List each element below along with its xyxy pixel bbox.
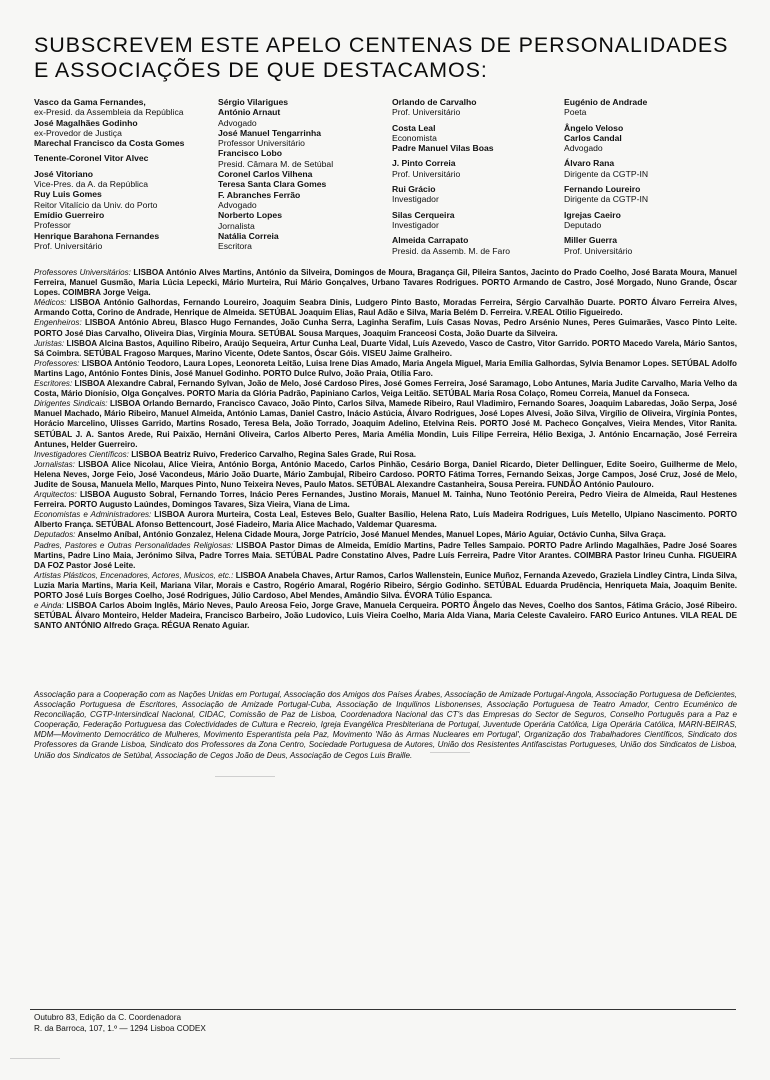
signer-entry (392, 184, 562, 205)
signer-name: Orlando de Carvalho (392, 97, 477, 107)
category-label: e Ainda: (34, 601, 64, 611)
signer-entry (564, 184, 744, 205)
category-people: LISBOA Augusto Sobral, Fernando Torres, Inácio Peres Fernandes, Justino Morais, Manuel M. Tainha, Nuno Teotónio Pereira, Pedro Vieira de Almeida, Raul Hestenes Ferreira. PORTO Augusto Laúndes, Domingos Tavares, Siza Vieira, Viana de Lima. (34, 490, 737, 510)
signer-name: Sérgio Vilarigues (218, 97, 289, 107)
signer-entry (34, 153, 214, 163)
footer-line-1: Outubro 83, Edição da C. Coordenadora (34, 1013, 182, 1022)
signer-entry (218, 97, 388, 107)
signer-role: Investigador (392, 219, 439, 230)
category-paragraph (34, 268, 737, 298)
signer-entry (34, 169, 214, 190)
signer-name: Padre Manuel Vilas Boas (392, 143, 494, 154)
signer-name: Natália Correia (218, 230, 279, 241)
category-people: LISBOA Aurora Murteira, Costa Leal, Esteves Belo, Gualter Basílio, Helena Rato, Luís Madeira Rodrigues, Luís Metello, Ulpiano Nascimento. PORTO Alberto França. SETÚBAL Afonso Bettencourt, José Fiadeiro, Maria Alice Machado, Valdemar Quaresma. (34, 510, 738, 530)
category-label: Deputados: (34, 530, 76, 540)
category-label: Jornalistas: (34, 459, 75, 469)
signer-entry (392, 210, 562, 231)
signer-role: Advogado (218, 199, 257, 210)
signer-entry (564, 235, 744, 256)
signer-name: Norberto Lopes (218, 210, 282, 221)
signer-role: Prof. Universitário (34, 240, 103, 251)
category-label: Professores: (34, 358, 80, 368)
signer-entry (34, 97, 214, 118)
category-paragraph (34, 571, 737, 601)
signer-name: Vasco da Gama Fernandes, (34, 97, 146, 107)
headline-line-1: SUBSCREVEM ESTE APELO CENTENAS DE PERSONALIDADES (34, 33, 729, 57)
category-paragraph (34, 541, 737, 571)
signer-name: Francisco Lobo (218, 148, 282, 159)
signer-name: J. Pinto Correia (392, 158, 456, 169)
category-label: Professores Universitários: (34, 268, 131, 277)
signer-entry (34, 118, 214, 139)
category-label: Médicos: (34, 298, 67, 308)
signer-name: Eugénio de Andrade (564, 97, 648, 107)
signer-role: Advogado (564, 143, 603, 154)
signer-name: Teresa Santa Clara Gomes (218, 179, 327, 190)
signer-entry (564, 97, 744, 118)
signer-role: ex-Presid. da Assembleia da República (34, 107, 184, 118)
category-paragraph (34, 379, 737, 399)
signer-entry (218, 169, 388, 179)
signer-role: Advogado (218, 117, 257, 128)
category-label: Economistas e Administradores: (34, 510, 152, 520)
signer-role: Investigador (392, 194, 439, 205)
category-people: LISBOA António Alves Martins, António da Silveira, Domingos de Moura, Bragança Gil, Pileira Santos, Jacinto do Prado Coelho, José Barata Moura, Manuel Ferreira, Manuel Gusmão, Maria Lúcia Lepecki, Mário Murteira, Rui Mário Gonçalves, Urbano Tavares Rodrigues. PORTO Armando de Castro, José Morgado, Nuno Grande, Óscar Lopes. COIMBRA Jorge Veiga. (34, 268, 737, 298)
signer-role: Prof. Universitário (392, 107, 461, 118)
category-label: Engenheiros: (34, 318, 82, 328)
signer-role: ex-Provedor de Justiça (34, 127, 122, 138)
category-paragraph (34, 450, 737, 460)
category-label: Padres, Pastores e Outras Personalidades Religiosas: (34, 540, 234, 550)
signer-name: F. Abranches Ferrão (218, 189, 301, 200)
signer-role: Economista (392, 132, 437, 143)
category-people: Anselmo Aníbal, António Gonzalez, Helena Cidade Moura, Jorge Patrício, José Manuel Mendes, Manuel Lopes, Mário Aguiar, Octávio Cunha, Silva Graça. (77, 530, 666, 540)
signer-name: Fernando Loureiro (564, 184, 641, 195)
signer-name: Miller Guerra (564, 235, 618, 246)
signer-column-3 (392, 97, 562, 256)
signer-entry (218, 107, 388, 128)
signer-role: Jornalista (218, 220, 255, 231)
signer-entry (564, 158, 744, 179)
signer-name: José Vitoriano (34, 168, 94, 179)
category-people: LISBOA António Galhordas, Fernando Loureiro, Joaquim Seabra Dinis, Ludgero Pinto Basto, Moradas Ferreira, Sérgio Carvalhão Duarte. PORTO Álvaro Ferreira Alves, Armando Cotta, Corino de Andrade, Henrique de Almeida. SETÚBAL Joaquim Elias, Raul Adão e Silva, Maria Belém D. Ferreira. V.REAL Otilio Figueiredo. (34, 298, 738, 318)
headline-line-2: E ASSOCIAÇÕES DE QUE DESTACAMOS: (34, 58, 488, 82)
footer-line-2: R. da Barroca, 107, 1.º — 1294 Lisboa CODEX (34, 1023, 206, 1033)
signer-entry (34, 138, 214, 148)
signer-entry (392, 123, 562, 144)
signer-column-1 (34, 97, 214, 251)
signer-name: Costa Leal (392, 122, 436, 133)
signer-name: Ângelo Veloso (564, 122, 624, 133)
signer-entry (218, 148, 388, 169)
signer-name: Rui Grácio (392, 184, 436, 195)
category-label: Dirigentes Sindicais: (34, 399, 108, 409)
signer-entry (392, 158, 562, 179)
signer-name: Ruy Luis Gomes (34, 189, 102, 200)
signer-role: Escritora (218, 241, 252, 252)
category-paragraph (34, 298, 737, 318)
signer-entry (564, 123, 744, 133)
associations-paragraph: Associação para a Cooperação com as Nações Unidas em Portugal, Associação dos Amigos dos Países Árabes, Associação de Amizade Portugal-Angola, Associação Portuguesa de Deficientes, Associação Portuguesa de Escritores, Associação de Amizade Portugal-Cuba, Associação de Inquilinos Lisbonenses, Associação Portuguesa de Teatro Amador, Centro Ecuménico de Reconciliação, CGTP-Intersindical Nacional, CIDAC, Comissão de Paz de Lisboa, Coordenadora Nacional das CT's das Empresas do Sector de Seguros, Conselho Português para a Paz e Cooperação, Federação Portuguesa das Colectividades de Cultura e Recreio, Igreja Evangélica Presbiteriana de Portugal, Juventude Operária Católica, Liga Operária Católica, MARN-BEIRAS, MDM—Movimento Democrático de Mulheres, Movimento Esperantista pela Paz, Movimento 'Não às Armas Nucleares em Portugal', Organização dos Trabalhadores Científicos, Sindicato dos Professores da Grande Lisboa, Sindicato dos Professores da Zona Centro, Sociedade Portuguesa de Autores, União dos Resistentes Antifascistas Portugueses, União dos Sindicatos de Lisboa, União dos Sindicatos de Setúbal, Associação de Cegos João de Deus, Associação de Cegos Luis Braille. (34, 690, 737, 760)
signer-entry (218, 128, 388, 149)
signer-entry (34, 210, 214, 231)
scan-artifact (10, 1058, 60, 1059)
signer-role: Presid. Câmara M. de Setúbal (218, 158, 334, 169)
signer-name: Silas Cerqueira (392, 209, 455, 220)
signer-entry (218, 210, 388, 231)
category-people: LISBOA Carlos Aboim Inglês, Mário Neves, Paulo Areosa Feio, Jorge Grave, Manuela Cerqueira. PORTO Ângelo das Neves, Coelho dos Santos, Fátima Grácio, José Ribeiro. SETÚBAL Álvaro Monteiro, Helder Madeira, Francisco Barbeiro, João Ludovico, Luis Vieira Coelho, Maria Alda Viana, Maria Celeste Cavaleiro. FARO Eurico Antunes. VILA REAL DE SANTO ANTÓNIO Alfredo Graça. RÉGUA Renato Aguiar. (34, 601, 737, 631)
category-paragraph (34, 530, 737, 540)
category-label: Escritores: (34, 379, 73, 389)
category-paragraph (34, 359, 737, 379)
signer-role: Professor (34, 220, 71, 231)
signer-name: Igrejas Caeiro (564, 209, 621, 220)
signer-name: Carlos Candal (564, 132, 622, 143)
category-paragraph (34, 339, 737, 359)
signer-entry (34, 231, 214, 252)
category-people: LISBOA António Teodoro, Laura Lopes, Leonoreta Leitão, Luisa Irene Dias Amado, Maria Angela Miguel, Maria Emília Galhordas, Sylvia Benamor Lopes. SETÚBAL Adolfo Martins Lago, António Fontes Dinis, José Manuel Godinho. PORTO Dulce Rulvo, João Praia, Otília Faro. (34, 358, 737, 378)
signer-role: Dirigente da CGTP-IN (564, 194, 649, 205)
signer-name: Marechal Francisco da Costa Gomes (34, 138, 185, 149)
signer-entry (218, 231, 388, 252)
signer-entry (218, 179, 388, 189)
scan-artifact (215, 776, 275, 777)
signer-column-4 (564, 97, 744, 256)
signer-entry (34, 189, 214, 210)
category-label: Investigadores Científicos: (34, 449, 129, 459)
signer-role: Prof. Universitário (564, 245, 633, 256)
signer-column-2 (218, 97, 388, 251)
signer-role: Vice-Pres. da A. da República (34, 179, 149, 190)
signer-lists-by-category (34, 268, 737, 631)
category-people: LISBOA Alcina Bastos, Aquilino Ribeiro, Araújo Sequeira, Artur Cunha Leal, Duarte Vidal, Luís Azevedo, Vasco de Castro, Vitor Garrido. PORTO Macedo Varela, Mário Santos, Sá Coimbra. SETÚBAL Fragoso Marques, Marino Vicente, Odete Santos, Óscar Góis. VISEU Jaime Gralheiro. (34, 338, 738, 358)
category-people: LISBOA Alexandre Cabral, Fernando Sylvan, João de Melo, José Cardoso Pires, José Gomes Ferreira, José Saramago, Lobo Antunes, Maria Judite Carvalho, Maria Velho da Costa, Mário Dionísio, Olga Gonçalves. PORTO Maria da Glória Padrão, Papiniano Carlos, Veiga Leitão. SETÚBAL Maria Rosa Colaço, Romeu Correia, Manuel da Fonseca. (34, 379, 738, 399)
category-paragraph (34, 490, 737, 510)
category-people: LISBOA Orlando Bernardo, Francisco Cavaco, João Pinto, Carlos Silva, Mamede Ribeiro, Raul Vladimiro, Fernando Soares, Joaquim Labaredas, João Serpa, José Manuel Machado, Mário Ribeiro, Manuel Almeida, António Lamas, Daniel Castro, Inácio Astúcia, Álvaro Rodrigues, José Lopes Alvesi, João Silva, Virgílio de Oliveira, Virgínia Pontes, Horácio Marcelino, Ulisses Garrido, Martins Rosado, Teresa Bela, João Torrado, Joaquim Adelino, Etelvina Reis. PORTO José M. Pacheco Gonçalves, Vieira Mendes, Vitor Ranita. SETÚBAL J. A. Santos Arede, Rui Paixão, Hernâni Oliveira, Carlos Alberto Peres, Maria Amélia Mondin, Luis Filipe Ferreira, Hélio Bexiga, J. António Encarnação, José Ferreira Antunes, Helder Guerreiro. (34, 399, 738, 449)
signer-role: Deputado (564, 219, 602, 230)
signer-name: Coronel Carlos Vilhena (218, 169, 313, 180)
signer-entry (564, 210, 744, 231)
category-paragraph (34, 318, 737, 338)
signer-role: Reitor Vitalício da Univ. do Porto (34, 199, 158, 210)
signer-role: Presid. da Assemb. M. de Faro (392, 245, 510, 256)
signer-role: Dirigente da CGTP-IN (564, 168, 649, 179)
signer-entry (392, 235, 562, 256)
signer-name: António Arnaut (218, 107, 281, 118)
featured-signers (34, 97, 744, 263)
category-paragraph (34, 601, 737, 631)
category-paragraph (34, 399, 737, 449)
category-people: LISBOA António Abreu, Blasco Hugo Fernandes, João Cunha Serra, Laginha Serafim, Luís Casas Novas, Pedro Arsénio Nunes, Peres Guimarães, Vasco Pinto Leite. PORTO José Dias Carvalho, Oliveira Dias, Virgínia Moura. SETÚBAL Sousa Marques, Joaquim Franceosi Costa, João Duarte da Silveira. (34, 318, 737, 338)
footer-divider (30, 1009, 736, 1010)
signer-name: Álvaro Rana (564, 158, 615, 169)
signer-name: José Magalhães Godinho (34, 117, 138, 128)
category-label: Artistas Plásticos, Encenadores, Actores, Musicos, etc.: (34, 570, 234, 580)
category-paragraph (34, 460, 737, 490)
scan-artifact (430, 752, 470, 753)
signer-name: Henrique Barahona Fernandes (34, 230, 160, 241)
signer-name: Emídio Guerreiro (34, 209, 105, 220)
category-people: LISBOA Beatriz Ruivo, Frederico Carvalho, Regina Sales Grade, Rui Rosa. (131, 449, 417, 459)
category-people: LISBOA Alice Nicolau, Alice Vieira, António Borga, António Macedo, Carlos Pinhão, Cesário Borga, Daniel Ricardo, Dieter Dellinguer, Edite Soeiro, Guilherme de Melo, Helena Neves, Jorge Feio, José Vacondeus, Mário João Duarte, Mário Zambujal, Ribeiro Cardoso. PORTO Fátima Torres, Fernando Seixas, Jorge Campos, José Cruz, José de Melo, Judite de Sousa, Manuela Mello, Marques Pinto, Nuno Teixeira Neves, Paulo Matos. SETÚBAL Alexandre Castanheira, Sousa Pereira. FUNDÃO António Paulouro. (34, 459, 737, 489)
footer-imprint (34, 1013, 206, 1034)
signer-name: Almeida Carrapato (392, 235, 469, 246)
signer-name: Tenente-Coronel Vitor Alvec (34, 153, 149, 164)
category-label: Juristas: (34, 338, 65, 348)
signer-entry (218, 190, 388, 211)
category-people: LISBOA Pastor Dimas de Almeida, Emídio Martins, Padre Telles Sampaio. PORTO Padre Arlindo Magalhães, Padre José Soares Martins, Padre Lino Maia, Jerónimo Silva, Padre Torres Maia. SETÚBAL Padre Constatino Alves, Padre Luís Ferreira, Padre Vitor Arantes. COIMBRA Pastor Irineu Cunha. FIGUEIRA DA FOZ Pastor José Leite. (34, 540, 738, 570)
signer-entry (392, 97, 562, 118)
signer-entry (392, 143, 562, 153)
category-label: Arquitectos: (34, 490, 77, 500)
category-people: LISBOA Anabela Chaves, Artur Ramos, Carlos Wallenstein, Eunice Muñoz, Fernanda Azevedo, Graziela Lindley Cintra, Linda Silva, Luzia Maria Martins, Maria Keil, Mariana Vilar, Morais e Castro, Rogério Amaral, Rogério Ribeiro, Sérgio Godinho. SETÚBAL Eduarda Prudência, Henriqueta Maia, Joaquim Benite. PORTO José Luís Borges Coelho, José Rodrigues, Júlio Cardoso, Abel Mendes, Amândio Silva. ÉVORA Túlio Espanca. (34, 570, 738, 600)
signer-entry (564, 133, 744, 154)
signer-role: Poeta (564, 107, 587, 118)
headline (34, 33, 739, 83)
signer-role: Professor Universitário (218, 138, 305, 149)
category-paragraph (34, 510, 737, 530)
signer-role: Prof. Universitário (392, 168, 461, 179)
signer-name: José Manuel Tengarrinha (218, 127, 321, 138)
